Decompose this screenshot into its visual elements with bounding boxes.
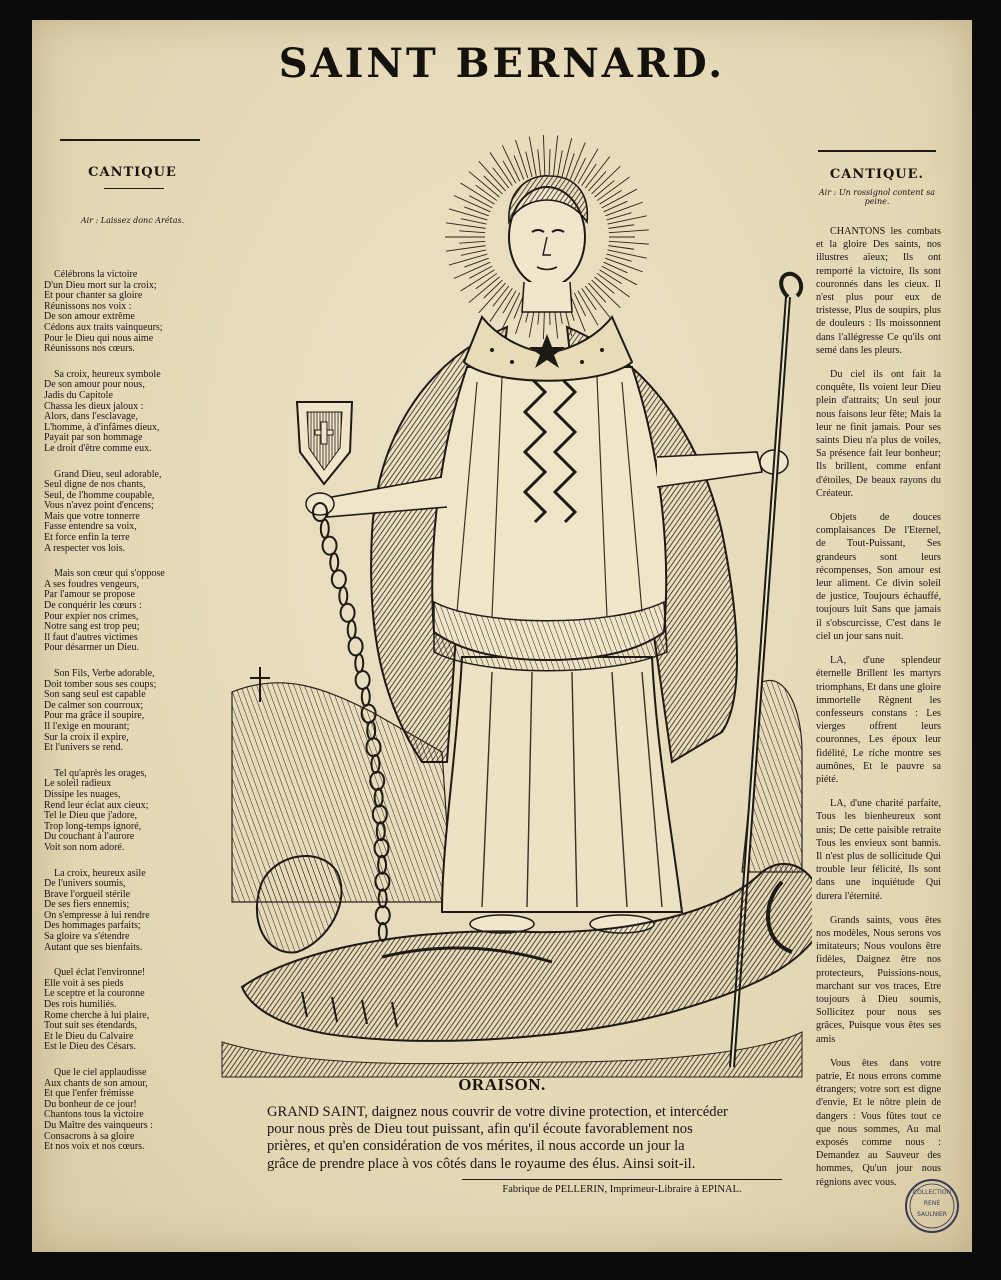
verse-line: De l'univers soumis, bbox=[44, 878, 126, 890]
verse-line: Réunissons nos cœurs. bbox=[44, 343, 135, 355]
verse-line: L'homme, à d'infâmes dieux, bbox=[44, 421, 160, 433]
chain-link bbox=[332, 570, 346, 588]
halo-ray bbox=[469, 266, 492, 278]
verse-paragraph: LA, d'une splendeur éternelle Brillent les martyrs triomphans, Et dans une gloire immortelle Règnent les confesseurs constans : Les vierges offrent leurs couronnes, Les époux leur fidélité, Le riche montre ses aumônes, Et le pauvre sa piété. bbox=[816, 655, 941, 785]
halo-ray bbox=[459, 241, 485, 243]
halo-ray bbox=[574, 293, 585, 316]
right-top-rule bbox=[818, 150, 936, 152]
verse-line: Des hommages parfaits; bbox=[44, 920, 141, 932]
halo-ray bbox=[582, 288, 597, 310]
verse-line: Le droit d'être comme eux. bbox=[44, 442, 152, 454]
left-heading: CANTIQUE bbox=[88, 165, 177, 180]
verse-line: Il faut d'autres victimes bbox=[44, 631, 138, 643]
chain-link bbox=[339, 587, 347, 605]
verse-paragraph: Vous êtes dans votre patrie, Et nous errons comme étrangers; votre sort est digne d'envie, Et le nôtre plein de dangers : Vous fûtes tout ce que nous sommes, Au mal exposés comme nous : Demandez au Sauveur des hommes, Qu'un jour nous régnions avec vous. bbox=[816, 1057, 941, 1188]
verse-line: Célébrons la victoire bbox=[54, 269, 138, 280]
verse-line: Jadis du Capitole bbox=[44, 389, 113, 401]
verse-line: Payait par son hommage bbox=[44, 432, 143, 444]
verse-line: Du Maître des vainqueurs : bbox=[44, 1119, 153, 1131]
verse-line: Et nos voix et nos cœurs. bbox=[44, 1141, 145, 1153]
verse-line: Consacrons à sa gloire bbox=[44, 1130, 135, 1142]
stamp-line: RENÉ bbox=[923, 1200, 941, 1207]
verse-line: Du couchant à l'aurore bbox=[44, 831, 135, 843]
verse-line: Tout suit ses étendards, bbox=[44, 1020, 138, 1032]
verse-line: Pour expier nos crimes, bbox=[44, 610, 139, 622]
left-air: Air : Laissez donc Arétas. bbox=[80, 216, 185, 225]
verse-line: Grand Dieu, seul adorable, bbox=[54, 468, 162, 480]
halo-ray bbox=[562, 138, 572, 177]
halo-ray bbox=[600, 190, 622, 204]
verse-line: Alors, dans l'esclavage, bbox=[44, 411, 138, 423]
verse-line: De calmer son courroux; bbox=[44, 699, 144, 711]
halo-ray bbox=[592, 280, 621, 308]
verse-line: Autant que ses bienfaits. bbox=[44, 941, 143, 953]
halo-ray bbox=[446, 223, 486, 229]
verse-line: Et le Dieu du Calvaire bbox=[44, 1030, 134, 1042]
left-heading-underline bbox=[104, 188, 164, 189]
chain-link bbox=[356, 671, 370, 689]
verse-line: Et que l'enfer frémisse bbox=[44, 1088, 134, 1100]
verse-line: Doit tomber sous ses coups; bbox=[44, 678, 157, 690]
verse-line: Et pour chanter sa gloire bbox=[44, 290, 143, 302]
verse-line: Réunissons nos voix : bbox=[44, 300, 132, 312]
verse-paragraph: Du ciel ils ont fait la conquête, Ils voient leur Dieu plein d'attraits; Un seul jour nous faisons leur fête; Mais la leur ne finit jamais. Pour ses saints Dieu n'a plus de voiles, Sa présence fait leur bonheur; Ils brillent, comme enfant d'étoiles, De beaux rayons du Créateur. bbox=[816, 369, 941, 499]
halo-ray bbox=[597, 273, 629, 297]
stanza bbox=[44, 669, 224, 754]
page-title: SAINT BERNARD. bbox=[278, 40, 726, 87]
halo-ray bbox=[469, 171, 500, 197]
verse-line: Pour ma grâce il soupire, bbox=[44, 710, 145, 722]
verse-line: Quel éclat l'environne! bbox=[54, 967, 146, 979]
stanza bbox=[44, 569, 224, 654]
halo-ray bbox=[476, 273, 497, 288]
stanza bbox=[44, 769, 224, 854]
right-cantique-text bbox=[816, 225, 941, 1200]
halo-ray bbox=[585, 286, 610, 318]
verse-line: Par l'amour se propose bbox=[44, 589, 135, 601]
oraison-line: pour nous près de Dieu tout puissant, afin qu'il écoute favorablement nos bbox=[267, 1121, 693, 1138]
halo-ray bbox=[459, 231, 485, 233]
chain-link bbox=[376, 906, 390, 924]
left-top-rule bbox=[60, 139, 200, 141]
halo-ray bbox=[479, 283, 506, 313]
verse-line: De son amour pour nous, bbox=[44, 379, 145, 391]
stamp-line: COLLECTION bbox=[912, 1189, 952, 1196]
verse-line: A respecter vos lois. bbox=[44, 542, 126, 554]
verse-line: Elle voit à ses pieds bbox=[44, 977, 124, 989]
halo-ray bbox=[604, 262, 628, 273]
right-heading: CANTIQUE. bbox=[829, 167, 925, 182]
halo-ray bbox=[543, 135, 544, 175]
verse-line: Seul, de l'homme coupable, bbox=[44, 489, 155, 501]
verse-line: Rome cherche à lui plaire, bbox=[44, 1009, 150, 1021]
halo-ray bbox=[553, 136, 557, 176]
verse-line: Fasse entendre sa voix, bbox=[44, 521, 137, 533]
halo-ray bbox=[608, 225, 634, 229]
stamp-text bbox=[904, 1187, 960, 1220]
halo-ray bbox=[479, 161, 506, 191]
halo-ray bbox=[549, 149, 550, 175]
verse-line: Vous n'avez point d'encens; bbox=[44, 500, 154, 512]
stamp-line: SAULNIER bbox=[917, 1211, 947, 1218]
chain-link bbox=[323, 537, 337, 555]
chain-link bbox=[349, 637, 363, 655]
halo-ray bbox=[469, 277, 500, 303]
stanza bbox=[44, 270, 224, 355]
stanza bbox=[44, 370, 224, 455]
verse-line: Est le Dieu des Césars. bbox=[44, 1041, 136, 1053]
halo-ray bbox=[446, 246, 486, 252]
verse-line: Du bonheur de ce jour! bbox=[44, 1098, 137, 1110]
verse-line: Et force enfin la terre bbox=[44, 532, 130, 544]
verse-line: Son Fils, Verbe adorable, bbox=[54, 668, 155, 679]
halo-ray bbox=[597, 177, 629, 201]
halo-ray bbox=[604, 201, 628, 212]
stanza bbox=[44, 869, 224, 954]
halo-ray bbox=[461, 250, 486, 255]
halo-ray bbox=[600, 270, 622, 284]
verse-line: Notre sang est trop peu; bbox=[44, 621, 140, 633]
print-sheet bbox=[32, 20, 972, 1252]
halo-ray bbox=[449, 209, 487, 220]
verse-line: Il l'exige en mourant; bbox=[44, 720, 130, 732]
verse-line: Tel qu'après les orages, bbox=[54, 767, 147, 779]
halo-ray bbox=[503, 161, 516, 184]
stanza bbox=[44, 470, 224, 555]
verse-line: La croix, heureux asile bbox=[54, 867, 146, 879]
verse-line: Que le ciel applaudisse bbox=[54, 1067, 147, 1078]
verse-line: Dissipe les nuages, bbox=[44, 788, 121, 800]
verse-line: Chassa les dieux jaloux : bbox=[44, 400, 144, 412]
chain-link bbox=[348, 621, 356, 639]
verse-line: Aux chants de son amour, bbox=[44, 1077, 148, 1089]
chain-link bbox=[330, 553, 338, 571]
oraison-line: GRAND SAINT, daignez nous couvrir de votre divine protection, et intercéder bbox=[267, 1104, 728, 1120]
halo-ray bbox=[608, 216, 647, 224]
verse-line: A ses foudres vengeurs, bbox=[44, 578, 139, 590]
imprint-rule bbox=[462, 1179, 782, 1180]
verse-line: Mais son cœur qui s'oppose bbox=[54, 568, 165, 580]
verse-line: Le sceptre et la couronne bbox=[44, 988, 145, 1000]
stanza bbox=[44, 968, 224, 1053]
verse-line: De son amour extrême bbox=[44, 311, 135, 323]
halo-ray bbox=[585, 157, 610, 189]
verse-line: Sa gloire va s'étendre bbox=[44, 931, 130, 943]
oraison-title: ORAISON. bbox=[458, 1075, 546, 1094]
halo-ray bbox=[503, 291, 516, 314]
halo-ray bbox=[476, 185, 497, 200]
halo-ray bbox=[582, 164, 597, 186]
halo-ray bbox=[608, 250, 647, 258]
halo-ray bbox=[592, 166, 621, 194]
robe bbox=[442, 657, 682, 912]
verse-line: Le soleil radieux bbox=[44, 778, 112, 790]
halo-ray bbox=[558, 150, 563, 176]
verse-line: D'un Dieu mort sur la croix; bbox=[44, 279, 157, 291]
halo-ray bbox=[461, 219, 486, 224]
verse-line: On s'empresse à lui rendre bbox=[44, 909, 150, 921]
halo-ray bbox=[608, 246, 634, 250]
verse-line: Sur la croix il expire, bbox=[44, 731, 129, 743]
verse-line: Pour le Dieu qui nous aime bbox=[44, 332, 154, 344]
verse-line: Cédons aux traits vainqueurs; bbox=[44, 321, 163, 333]
verse-paragraph: LA, d'une charité parfaite, Tous les bienheureux sont unis; De cette paisible retraite Tous les envieux sont bannis. Il n'est plus de sollicitude Qui trouble leur félicité, Ils sont dans une inquiétude Qui durera l'éternité. bbox=[816, 798, 941, 902]
verse-line: Voit son nom adoré. bbox=[44, 841, 125, 853]
verse-line: Sa croix, heureux symbole bbox=[54, 368, 161, 380]
verse-line: Des rois humiliés. bbox=[44, 999, 117, 1011]
halo-ray bbox=[469, 196, 492, 208]
verse-line: Rend leur éclat aux cieux; bbox=[44, 799, 149, 811]
verse-paragraph: Grands saints, vous êtes nos modèles, Nous serons vos imitateurs; Nous voulons être fidèles, Daignez être nos protecteurs, Puissions-nous, marchant sur vos traces, Etre toujours à Dieu soumis, Sollicitez pour nous ses grâces, Puisque vous êtes ses amis bbox=[816, 914, 941, 1045]
verse-line: De ses fiers ennemis; bbox=[44, 899, 130, 911]
halo-ray bbox=[609, 230, 649, 233]
verse-line: Chantons tous la victoire bbox=[44, 1109, 144, 1121]
chain-link bbox=[362, 688, 370, 706]
oraison-text bbox=[267, 1104, 777, 1173]
halo-ray bbox=[538, 149, 541, 175]
right-air: Air : Un rossignol content sa peine. bbox=[818, 188, 936, 206]
verse-line: Pour désarmer un Dieu. bbox=[44, 642, 139, 654]
saint-engraving bbox=[202, 112, 812, 1097]
verse-line: Tel le Dieu que j'adore, bbox=[44, 810, 138, 822]
verse-line: Mais que votre tonnerre bbox=[44, 510, 140, 522]
imprint: Fabrique de PELLERIN, Imprimeur-Libraire à EPINAL. bbox=[502, 1184, 742, 1195]
halo-ray bbox=[609, 241, 649, 244]
verse-line: De conquérir les cœurs : bbox=[44, 600, 142, 612]
chain-link bbox=[321, 520, 329, 538]
verse-line: Trop long-temps ignoré, bbox=[44, 820, 142, 832]
oraison-line: grâce de prendre place à vos côtés dans le royaume des élus. Ainsi soit-il. bbox=[267, 1155, 696, 1172]
halo-ray bbox=[514, 155, 524, 179]
halo-ray bbox=[515, 140, 527, 178]
verse-paragraph: CHANTONS les combats et la gloire Des saints, nos illustres aïeux; Ils ont remporté la victoire, Ils sont couronnés dans les cieux. Il n'est plus pour eux de tristesse, Plus de soupirs, plus de douleurs : Ils moissonnent dans l'allégresse Ce qu'ils ont semé dans les pleurs. bbox=[816, 226, 941, 356]
left-cantique-text bbox=[44, 270, 224, 1168]
verse-line: Seul digne de nos chants, bbox=[44, 479, 146, 491]
verse-line: Et l'univers se rend. bbox=[44, 742, 124, 754]
halo-ray bbox=[574, 158, 585, 181]
verse-line: Son sang seul est capable bbox=[44, 689, 146, 701]
oraison-line: prières, et qu'en considération de vos mérites, il nous accorde un jour la bbox=[267, 1138, 685, 1155]
verse-line: Brave l'orgueil stérile bbox=[44, 888, 131, 900]
verse-paragraph: Objets de douces complaisances De l'Eternel, de Tout-Puissant, Ses grandeurs sont leurs récompenses, Son amour est leur aliment. Ce divin soleil de justice, Toujours échauffé, toujours luit Sans que jamais il s'obscurcisse, C'est dans le ciel un jour sans nuit. bbox=[816, 512, 941, 642]
chain-link bbox=[355, 654, 363, 672]
chain-link bbox=[379, 923, 387, 941]
halo-ray bbox=[449, 254, 487, 265]
chain-link bbox=[341, 604, 355, 622]
